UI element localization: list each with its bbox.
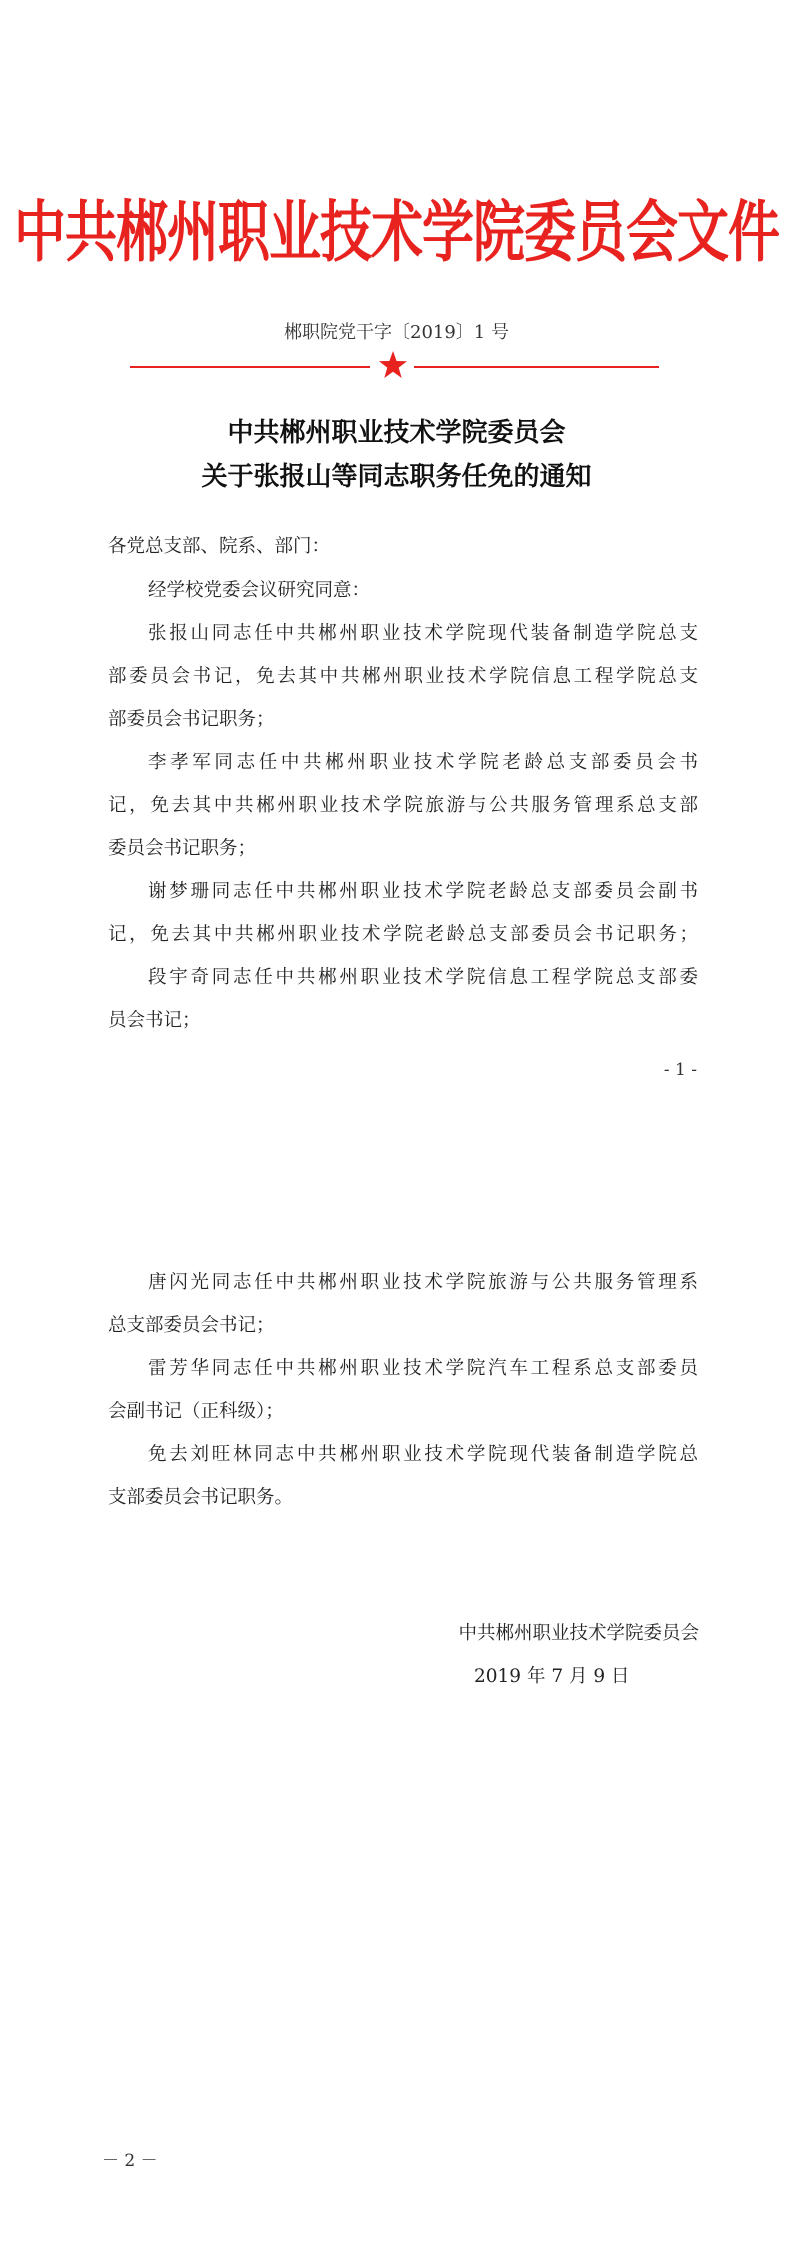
notice-title-line-1: 中共郴州职业技术学院委员会 [227, 418, 566, 448]
body-line: 支部委员会书记职务。 [108, 1487, 294, 1508]
body-line: 总支部委员会书记； [108, 1315, 275, 1336]
notice-title-line-2: 关于张报山等同志职务任免的通知 [201, 462, 592, 492]
body-line: 会副书记（正科级）； [108, 1401, 284, 1422]
body-line: 部委员会书记职务； [108, 709, 275, 730]
signature-date: 2019 年 7 月 9 日 [474, 1666, 630, 1687]
body-line: 经学校党委会议研究同意： [148, 580, 371, 601]
body-line: 免去刘旺林同志中共郴州职业技术学院现代装备制造学院总 [148, 1444, 698, 1465]
body-line: 李孝军同志任中共郴州职业技术学院老龄总支部委员会书 [148, 752, 698, 773]
document-number: 郴职院党干字〔2019〕1 号 [284, 322, 509, 343]
page-2 [0, 1122, 793, 2244]
body-line: 雷芳华同志任中共郴州职业技术学院汽车工程系总支部委员 [148, 1358, 698, 1379]
body-line: 张报山同志任中共郴州职业技术学院现代装备制造学院总支 [148, 623, 698, 644]
body-line: 段宇奇同志任中共郴州职业技术学院信息工程学院总支部委 [148, 967, 698, 988]
body-line: 记，免去其中共郴州职业技术学院旅游与公共服务管理系总支部 [108, 795, 698, 816]
red-rule-left [130, 366, 370, 368]
page-number: - 1 - [663, 1060, 697, 1080]
body-line: 记，免去其中共郴州职业技术学院老龄总支部委员会书记职务； [108, 924, 698, 945]
red-star-icon [378, 350, 408, 380]
body-line: 谢梦珊同志任中共郴州职业技术学院老龄总支部委员会副书 [148, 881, 698, 902]
document-masthead: 中共郴州职业技术学院委员会文件 [13, 194, 779, 272]
body-line: 唐闪光同志任中共郴州职业技术学院旅游与公共服务管理系 [148, 1272, 698, 1293]
body-line: 委员会书记职务； [108, 838, 257, 859]
salutation: 各党总支部、院系、部门： [108, 536, 331, 557]
body-line: 员会书记； [108, 1010, 201, 1031]
red-rule-right [414, 366, 659, 368]
body-line: 部委员会书记，免去其中共郴州职业技术学院信息工程学院总支 [108, 666, 698, 687]
page-number: － 2 － [102, 2151, 158, 2171]
signature-organization: 中共郴州职业技术学院委员会 [458, 1623, 699, 1644]
